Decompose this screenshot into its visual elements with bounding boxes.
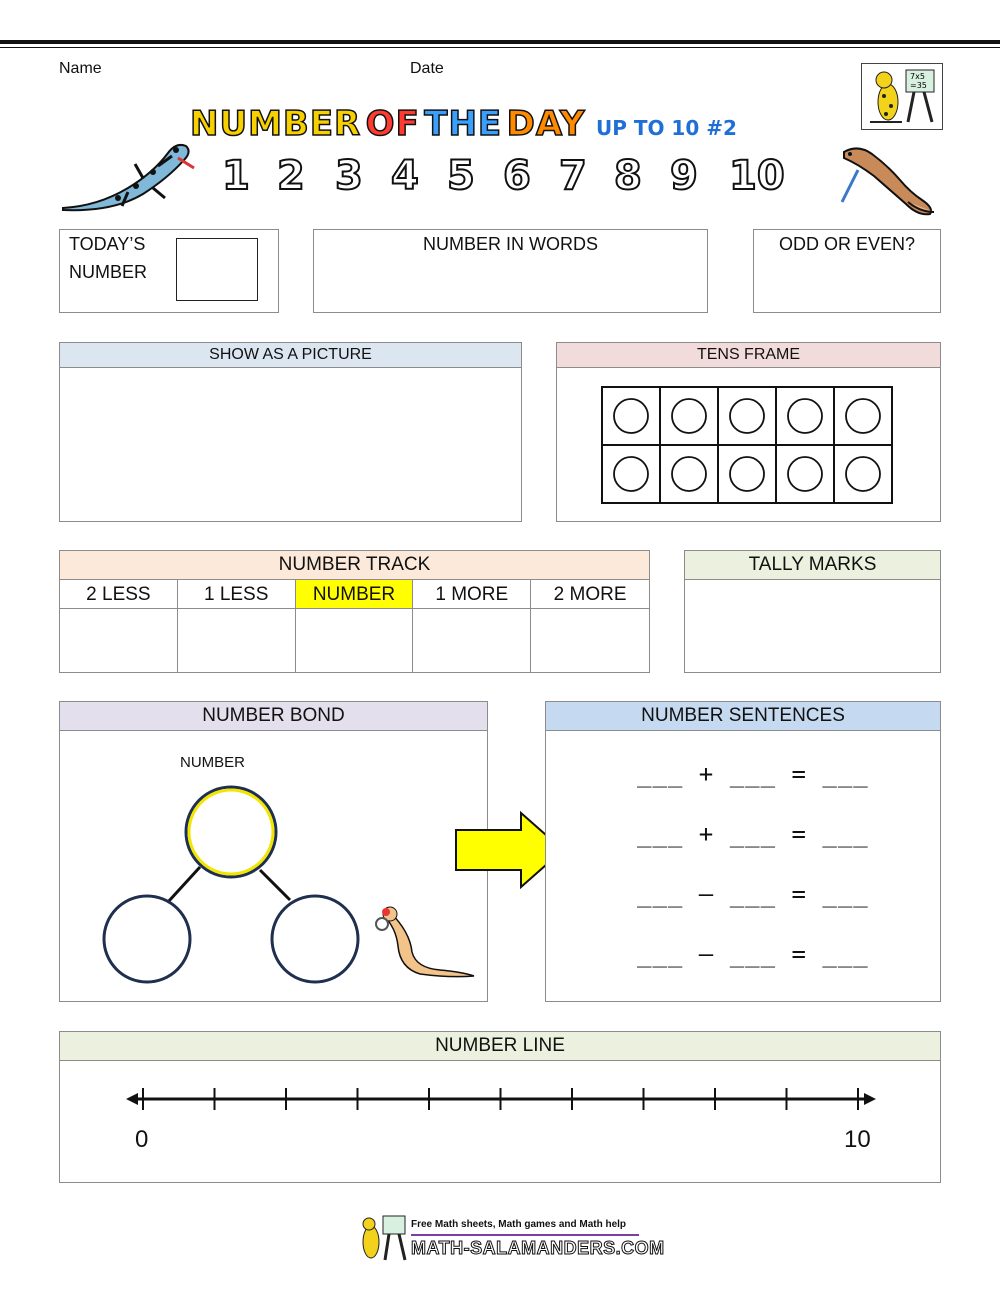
svg-text:=35: =35 <box>910 81 927 90</box>
number-in-words-label: NUMBER IN WORDS <box>423 234 598 254</box>
track-answer-cell[interactable] <box>178 609 296 672</box>
track-answer-cell[interactable] <box>296 609 414 672</box>
tens-frame-counter <box>846 399 880 433</box>
worksheet-title <box>190 104 737 144</box>
track-answer-cell[interactable] <box>60 609 178 672</box>
tens-frame-counter <box>672 457 706 491</box>
title-word-2: OF <box>365 104 420 144</box>
digit-6: 6 <box>503 153 531 199</box>
sentence-row-3[interactable]: ___ – ___ = ___ <box>637 880 869 908</box>
left-arrowhead-icon <box>126 1093 138 1105</box>
bond-part-right-circle <box>272 896 358 982</box>
todays-number-box <box>59 229 279 313</box>
name-label: Name <box>59 60 102 77</box>
track-column-1-more: 1 MORE <box>413 580 531 609</box>
sentence-row-1[interactable]: ___ + ___ = ___ <box>637 760 869 788</box>
title-word-1: NUMBER <box>190 104 362 144</box>
tens-frame-counter <box>614 457 648 491</box>
tens-frame-counter <box>788 457 822 491</box>
track-column-number: NUMBER <box>296 580 414 609</box>
blue-salamander-illustration <box>58 128 198 223</box>
digit-5: 5 <box>447 153 475 199</box>
digit-1: 1 <box>222 153 250 199</box>
top-rule-thin <box>0 47 1000 48</box>
title-subtitle: UP TO 10 #2 <box>595 116 737 140</box>
number-line-box <box>59 1031 941 1183</box>
salamander-teacher-logo <box>861 63 943 130</box>
tens-frame-header: TENS FRAME <box>557 343 940 368</box>
digit-3: 3 <box>335 153 363 199</box>
footer-tagline: Free Math sheets, Math games and Math help <box>411 1219 627 1230</box>
track-column-1-less: 1 LESS <box>178 580 296 609</box>
brown-salamander-illustration <box>838 140 938 225</box>
footer-logo <box>355 1212 665 1264</box>
number-line-axis <box>60 1032 940 1182</box>
track-answer-cell[interactable] <box>531 609 649 672</box>
tens-frame-counter <box>672 399 706 433</box>
top-rule <box>0 40 1000 44</box>
tens-frame-counter <box>730 457 764 491</box>
show-as-picture-header: SHOW AS A PICTURE <box>60 343 521 368</box>
number-in-words-box[interactable] <box>313 229 708 313</box>
number-bond-box <box>59 701 488 1002</box>
number-line-end-label: 10 <box>844 1126 871 1153</box>
number-line-start-label: 0 <box>135 1126 149 1153</box>
bond-part-left-circle <box>104 896 190 982</box>
tens-frame-box <box>556 342 941 522</box>
svg-text:7x5: 7x5 <box>910 72 925 81</box>
track-answer-cell[interactable] <box>413 609 531 672</box>
magnifier-salamander-icon <box>376 907 474 977</box>
sentence-row-2[interactable]: ___ + ___ = ___ <box>637 820 869 848</box>
number-sentences-header: NUMBER SENTENCES <box>546 702 940 731</box>
tens-frame-counter <box>846 457 880 491</box>
todays-number-label-1: TODAY’S <box>69 234 146 254</box>
todays-number-label-2: NUMBER <box>69 262 148 282</box>
title-word-3: THE <box>424 104 503 144</box>
track-column-2-more: 2 MORE <box>531 580 649 609</box>
tally-marks-box[interactable] <box>684 550 941 673</box>
digit-10: 10 <box>729 153 785 199</box>
number-bond-diagram <box>60 702 487 1001</box>
odd-or-even-box[interactable] <box>753 229 941 313</box>
sentence-row-4[interactable]: ___ – ___ = ___ <box>637 940 869 968</box>
date-label: Date <box>410 60 444 77</box>
tally-marks-header: TALLY MARKS <box>685 551 940 580</box>
digit-4: 4 <box>391 153 419 199</box>
digit-8: 8 <box>614 153 642 199</box>
tens-frame-counter <box>730 399 764 433</box>
tens-frame-counter <box>788 399 822 433</box>
tens-frame-counter <box>614 399 648 433</box>
track-column-2-less: 2 LESS <box>60 580 178 609</box>
number-track-box <box>59 550 650 673</box>
todays-number-input[interactable] <box>176 238 258 301</box>
digit-2: 2 <box>277 153 305 199</box>
footer-divider <box>411 1234 639 1236</box>
number-bond-top-label: NUMBER <box>180 754 246 771</box>
show-as-picture-box[interactable] <box>59 342 522 522</box>
right-arrowhead-icon <box>864 1093 876 1105</box>
footer-salamander-icon <box>355 1212 415 1264</box>
odd-or-even-label: ODD OR EVEN? <box>778 234 916 254</box>
number-bond-header: NUMBER BOND <box>60 702 487 731</box>
footer-site-link[interactable]: MATH-SALAMANDERS.COM <box>411 1238 665 1258</box>
digit-7: 7 <box>559 153 587 199</box>
digit-9: 9 <box>670 153 698 199</box>
bond-whole-circle <box>186 787 276 877</box>
number-track-header: NUMBER TRACK <box>60 551 649 580</box>
number-line-header: NUMBER LINE <box>60 1032 940 1061</box>
tens-frame-grid <box>601 386 899 504</box>
title-word-4: DAY <box>506 104 586 144</box>
